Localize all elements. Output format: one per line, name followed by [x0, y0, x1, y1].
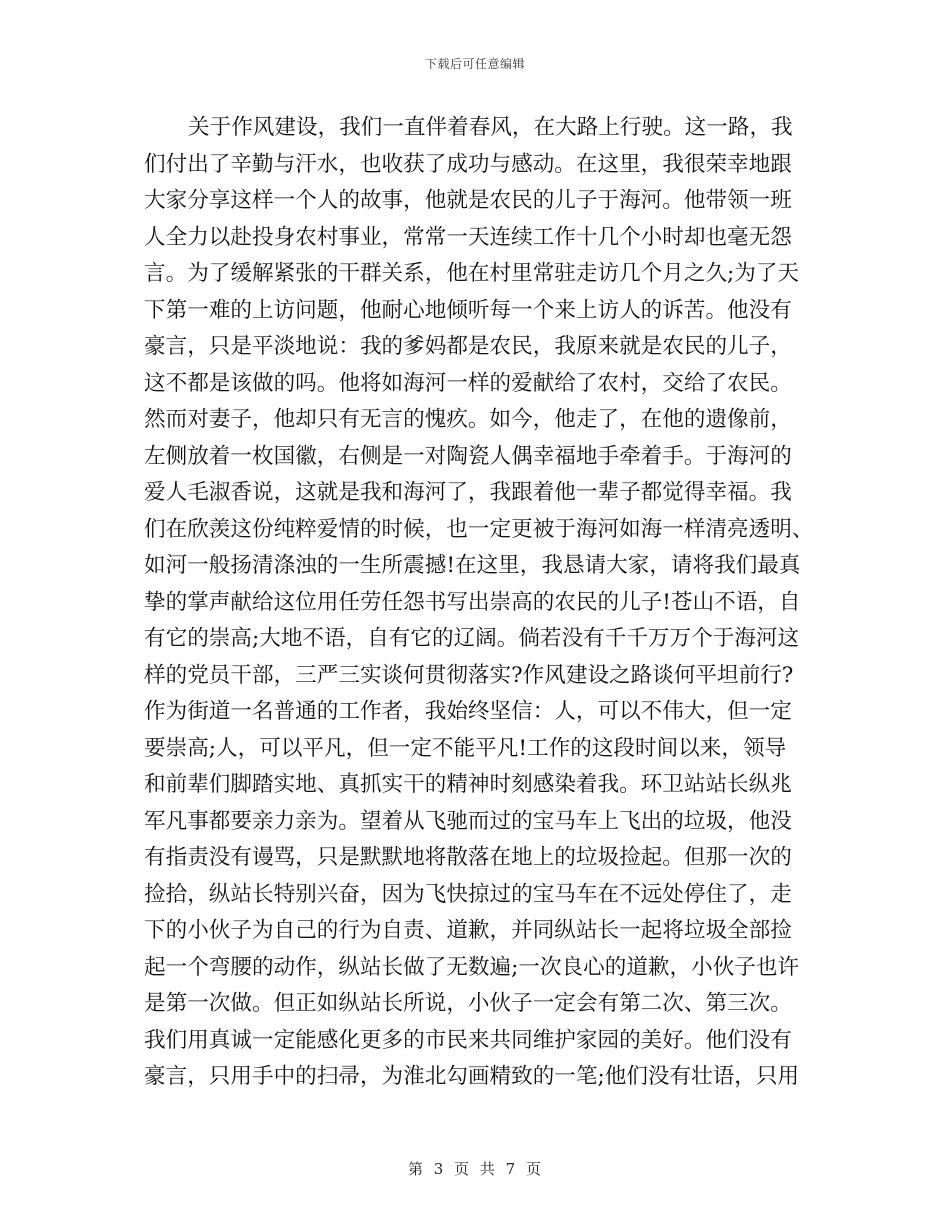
text-line: 有它的崇高;大地不语，自有它的辽阔。倘若没有千千万万个于海河这	[144, 626, 800, 651]
text-line: 如河一般扬清涤浊的一生所震撼!在这里，我恳请大家，请将我们最真	[144, 553, 801, 578]
text-line: 下的小伙子为自己的行为自责、道歉，并同纵站长一起将垃圾全部捡	[144, 918, 792, 943]
text-line: 下第一难的上访问题，他耐心地倾听每一个来上访人的诉苦。他没有	[144, 297, 792, 323]
text-line: 作为街道一名普通的工作者，我始终坚信：人，可以不伟大，但一定	[144, 699, 792, 724]
text-line: 有指责没有谩骂，只是默默地将散落在地上的垃圾捡起。但那一次的	[144, 845, 792, 870]
text-line: 们在欣羡这份纯粹爱情的时候，也一定更被于海河如海一样清亮透明、	[144, 516, 814, 542]
text-line: 捡拾，纵站长特别兴奋，因为飞快掠过的宝马车在不远处停住了，走	[144, 881, 792, 907]
text-line: 左侧放着一枚国徽，右侧是一对陶瓷人偶幸福地手牵着手。于海河的	[144, 443, 792, 469]
text-line: 和前辈们脚踏实地、真抓实干的精神时刻感染着我。环卫站站长纵兆	[144, 772, 792, 797]
text-line: 言。为了缓解紧张的干群关系，他在村里常驻走访几个月之久;为了天	[144, 261, 800, 286]
body-text	[144, 110, 814, 1096]
text-line: 起一个弯腰的动作，纵站长做了无数遍;一次良心的道歉，小伙子也许	[144, 954, 800, 980]
text-line: 这不都是该做的吗。他将如海河一样的爱献给了农村，交给了农民。	[144, 370, 792, 396]
text-line: 爱人毛淑香说，这就是我和海河了，我跟着他一辈子都觉得幸福。我	[144, 480, 792, 505]
text-line: 人全力以赴投身农村事业，常常一天连续工作十几个小时却也毫无怨	[144, 224, 792, 250]
text-line: 挚的掌声献给这位用任劳任怨书写出崇高的农民的儿子!苍山不语，自	[144, 589, 801, 615]
page-number-footer: 第 3 页 共 7 页	[408, 1160, 542, 1178]
page-header: 下载后可任意编辑	[424, 57, 525, 71]
text-line: 然而对妻子，他却只有无言的愧疚。如今，他走了，在他的遗像前，	[144, 407, 792, 432]
text-line: 大家分享这样一个人的故事，他就是农民的儿子于海河。他带领一班	[144, 188, 792, 213]
text-line: 样的党员干部，三严三实谈何贯彻落实?作风建设之路谈何平坦前行?	[144, 662, 794, 688]
text-line: 关于作风建设，我们一直伴着春风，在大路上行驶。这一路，我	[188, 115, 793, 140]
text-line: 是第一次做。但正如纵站长所说，小伙子一定会有第二次、第三次。	[144, 991, 792, 1016]
text-line: 我们用真诚一定能感化更多的市民来共同维护家园的美好。他们没有	[144, 1027, 792, 1053]
text-line: 军凡事都要亲力亲为。望着从飞驰而过的宝马车上飞出的垃圾，他没	[144, 808, 792, 834]
text-line: 们付出了辛勤与汗水，也收获了成功与感动。在这里，我很荣幸地跟	[144, 151, 792, 177]
text-line: 要崇高;人，可以平凡，但一定不能平凡!工作的这段时间以来，领导	[144, 735, 787, 761]
text-line: 豪言，只是平淡地说：我的爹妈都是农民，我原来就是农民的儿子，	[144, 334, 792, 359]
text-line: 豪言，只用手中的扫帚，为淮北勾画精致的一笔;他们没有壮语，只用	[144, 1064, 800, 1089]
